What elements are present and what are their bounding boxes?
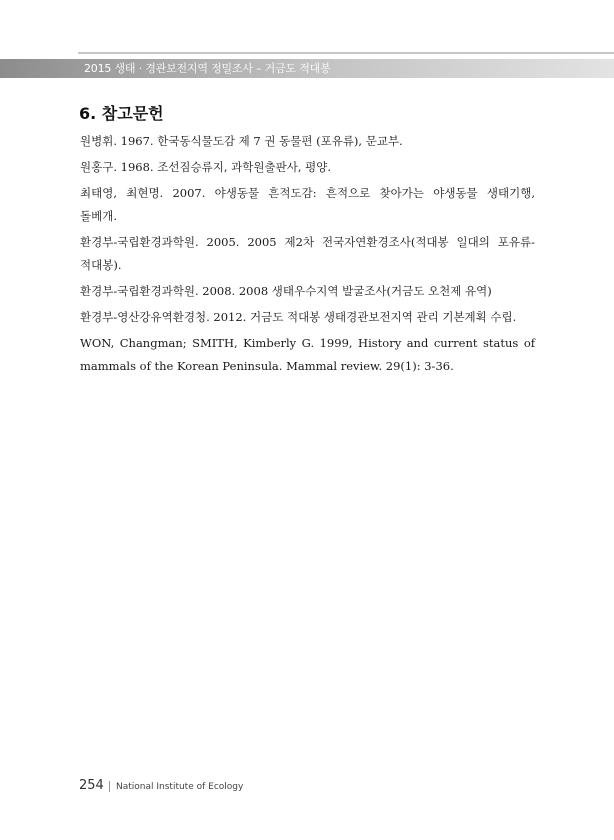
reference-line: 환경부-국립환경과학원. 2005. 2005 제2차 전국자연환경조사(적대봉 일대의 포유류- (80, 235, 535, 249)
reference-entry (80, 231, 535, 277)
header-rule (78, 52, 614, 54)
reference-entry (80, 332, 535, 378)
reference-list (80, 130, 535, 381)
reference-line: 원홍구. 1968. 조선짐승류지, 과학원출판사, 평양. (80, 160, 332, 174)
reference-entry (80, 156, 535, 179)
footer-divider (109, 781, 110, 792)
reference-line: mammals of the Korean Peninsula. Mammal review. 29(1): 3-36. (80, 359, 454, 373)
running-header-title: 2015 생태 · 경관보전지역 정밀조사 – 거금도 적대봉 (84, 62, 331, 75)
reference-line: 환경부-영산강유역환경청. 2012. 거금도 적대봉 생태경관보전지역 관리 기본계획 수립. (80, 310, 517, 324)
reference-line: 환경부-국립환경과학원. 2008. 2008 생태우수지역 발굴조사(거금도 오천제 유역) (80, 284, 492, 298)
reference-entry (80, 130, 535, 153)
reference-entry (80, 306, 535, 329)
reference-entry (80, 182, 535, 228)
reference-line: 적대봉). (80, 258, 122, 272)
section-title: 6. 참고문헌 (79, 104, 164, 123)
reference-line: WON, Changman; SMITH, Kimberly G. 1999, History and current status of (80, 336, 535, 350)
reference-entry (80, 280, 535, 303)
reference-line: 돌베개. (80, 209, 117, 223)
reference-line: 최태영, 최현명. 2007. 야생동물 흔적도감: 흔적으로 찾아가는 야생동물 생태기행, (80, 186, 535, 200)
page-number: 254 (79, 778, 104, 793)
footer-publisher: National Institute of Ecology (116, 782, 244, 792)
reference-line: 원병휘. 1967. 한국동식물도감 제 7 권 동물편 (포유류), 문교부. (80, 134, 403, 148)
